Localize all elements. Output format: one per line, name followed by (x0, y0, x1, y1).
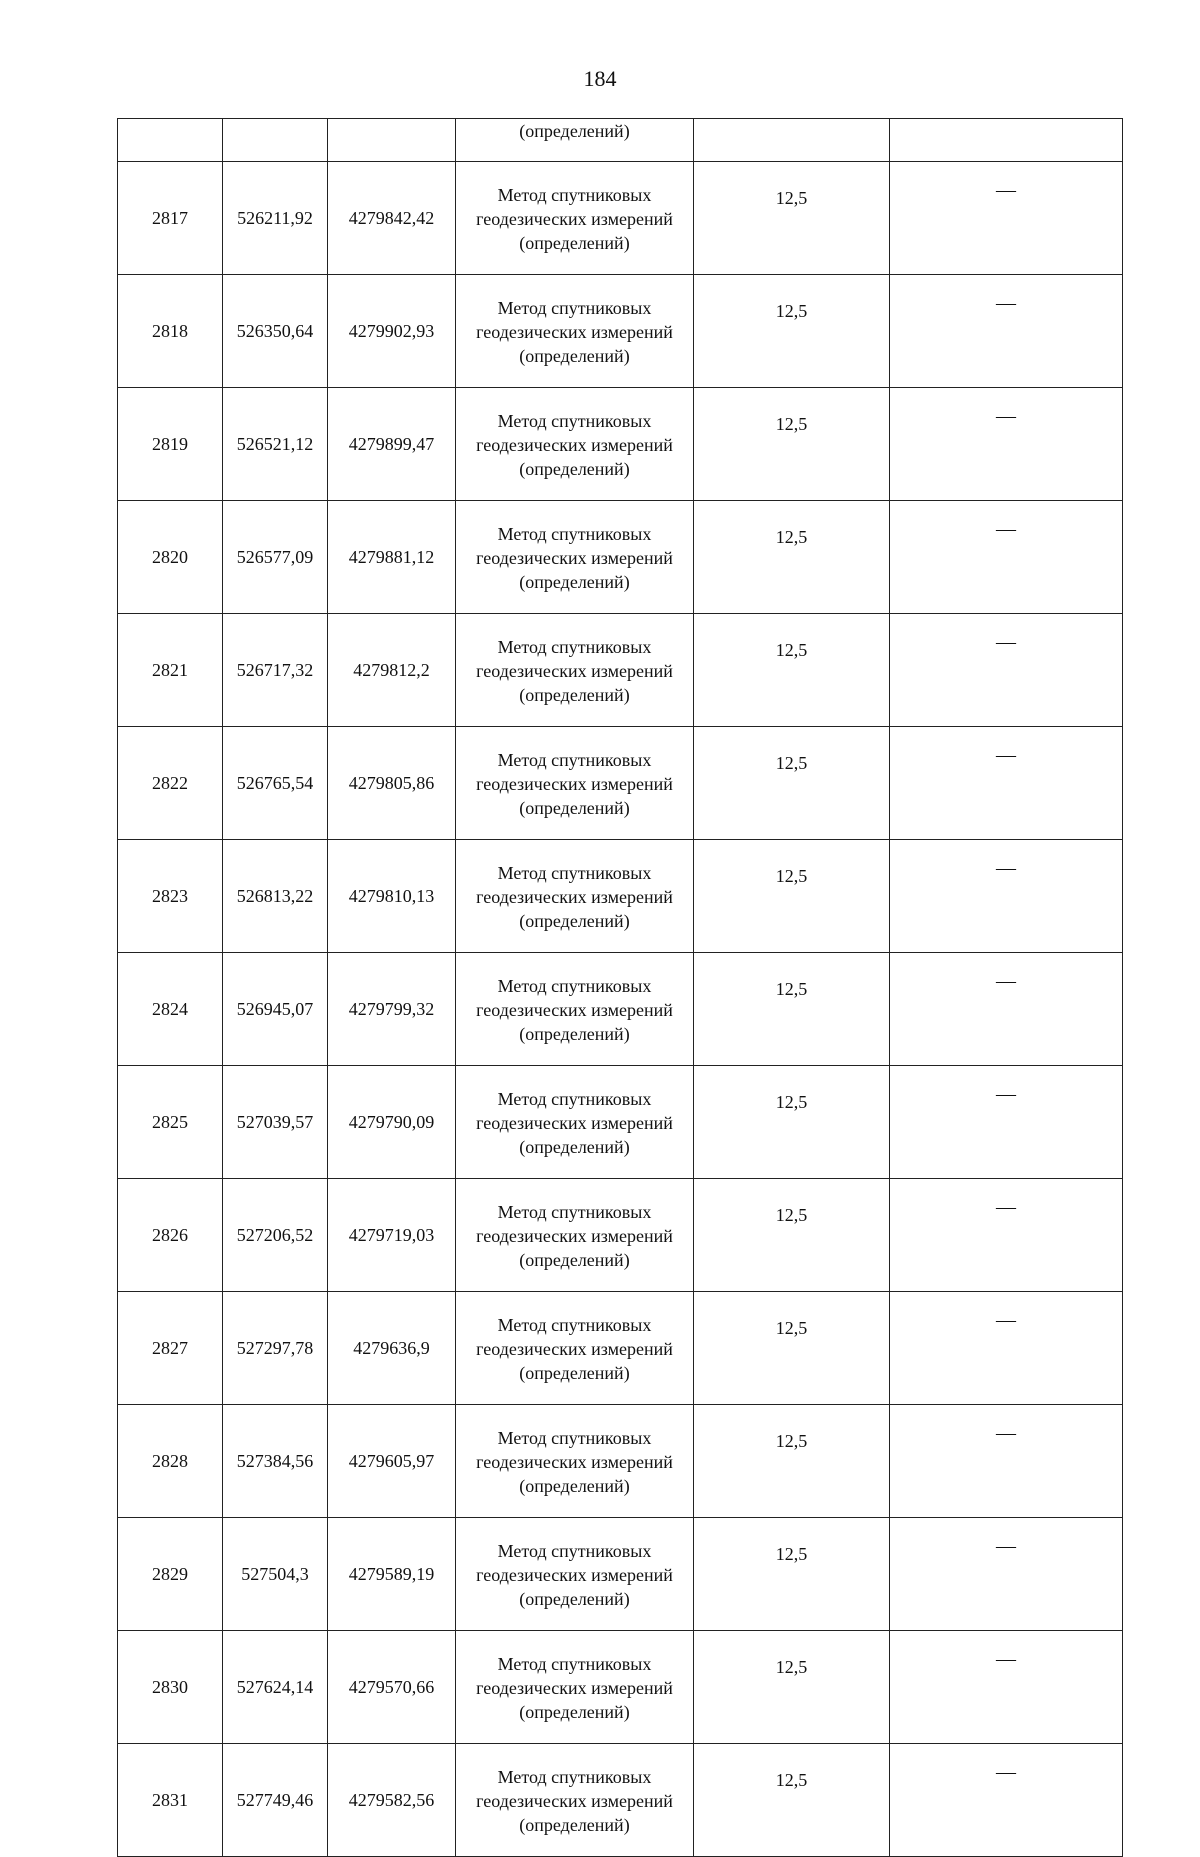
table-row (118, 953, 1123, 1066)
accuracy-cell: 12,5 (694, 953, 890, 1066)
method-line: геодезических измерений (476, 1226, 673, 1246)
method-line: Метод спутниковых (497, 1202, 652, 1222)
table-row (118, 840, 1123, 953)
method-line: Метод спутниковых (497, 1767, 652, 1787)
accuracy-cell: 12,5 (694, 614, 890, 727)
accuracy-cell: 12,5 (694, 162, 890, 275)
method-cell (456, 275, 694, 388)
method-line: Метод спутниковых (497, 298, 652, 318)
method-cell (456, 1631, 694, 1744)
table-row (118, 1179, 1123, 1292)
coordinates-table (117, 118, 1123, 1857)
x-coordinate-cell: 526350,64 (223, 275, 328, 388)
note-cell: — (890, 1292, 1123, 1405)
method-line: Метод спутниковых (497, 1654, 652, 1674)
note-cell: — (890, 1405, 1123, 1518)
method-cell (456, 1292, 694, 1405)
point-number-cell: 2825 (118, 1066, 223, 1179)
page-number: 184 (583, 66, 617, 91)
accuracy-cell: 12,5 (694, 1518, 890, 1631)
x-coordinate-cell (223, 119, 328, 162)
accuracy-cell: 12,5 (694, 1066, 890, 1179)
note-cell: — (890, 162, 1123, 275)
method-line: Метод спутниковых (497, 750, 652, 770)
note-cell: — (890, 1518, 1123, 1631)
method-cell (456, 1518, 694, 1631)
point-number-cell: 2827 (118, 1292, 223, 1405)
point-number-cell: 2823 (118, 840, 223, 953)
table-row (118, 1631, 1123, 1744)
table-row (118, 162, 1123, 275)
x-coordinate-cell: 527297,78 (223, 1292, 328, 1405)
x-coordinate-cell: 526521,12 (223, 388, 328, 501)
method-line: Метод спутниковых (497, 1541, 652, 1561)
x-coordinate-cell: 527504,3 (223, 1518, 328, 1631)
note-cell: — (890, 501, 1123, 614)
note-cell: — (890, 840, 1123, 953)
method-line: (определений) (519, 1363, 630, 1383)
method-line: (определений) (519, 1815, 630, 1835)
note-cell: — (890, 1744, 1123, 1857)
method-line: геодезических измерений (476, 1000, 673, 1020)
method-line: геодезических измерений (476, 1791, 673, 1811)
method-line: (определений) (519, 572, 630, 592)
point-number-cell: 2831 (118, 1744, 223, 1857)
continuation-row (118, 119, 1123, 162)
point-number-cell: 2828 (118, 1405, 223, 1518)
method-line: геодезических измерений (476, 322, 673, 342)
note-cell: — (890, 953, 1123, 1066)
method-line: геодезических измерений (476, 1113, 673, 1133)
y-coordinate-cell: 4279812,2 (328, 614, 456, 727)
y-coordinate-cell: 4279799,32 (328, 953, 456, 1066)
method-line: геодезических измерений (476, 661, 673, 681)
y-coordinate-cell: 4279810,13 (328, 840, 456, 953)
table-row (118, 501, 1123, 614)
y-coordinate-cell: 4279719,03 (328, 1179, 456, 1292)
method-line: геодезических измерений (476, 774, 673, 794)
table-row (118, 1744, 1123, 1857)
accuracy-cell: 12,5 (694, 1179, 890, 1292)
method-cell (456, 501, 694, 614)
method-line: (определений) (519, 459, 630, 479)
y-coordinate-cell: 4279881,12 (328, 501, 456, 614)
y-coordinate-cell: 4279605,97 (328, 1405, 456, 1518)
y-coordinate-cell: 4279570,66 (328, 1631, 456, 1744)
method-cell (456, 727, 694, 840)
method-cell (456, 162, 694, 275)
method-tail-cell: (определений) (456, 119, 694, 162)
table-row (118, 1405, 1123, 1518)
y-coordinate-cell: 4279790,09 (328, 1066, 456, 1179)
method-cell (456, 953, 694, 1066)
x-coordinate-cell: 526813,22 (223, 840, 328, 953)
method-line: (определений) (519, 1702, 630, 1722)
point-number-cell: 2820 (118, 501, 223, 614)
point-number-cell: 2830 (118, 1631, 223, 1744)
method-line: (определений) (519, 685, 630, 705)
point-number-cell: 2826 (118, 1179, 223, 1292)
method-line: (определений) (519, 1476, 630, 1496)
accuracy-cell: 12,5 (694, 1631, 890, 1744)
point-number-cell: 2824 (118, 953, 223, 1066)
point-number-cell: 2817 (118, 162, 223, 275)
x-coordinate-cell: 526211,92 (223, 162, 328, 275)
method-line: (определений) (519, 798, 630, 818)
method-line: (определений) (519, 233, 630, 253)
x-coordinate-cell: 526945,07 (223, 953, 328, 1066)
y-coordinate-cell: 4279899,47 (328, 388, 456, 501)
note-cell: — (890, 1631, 1123, 1744)
method-line: Метод спутниковых (497, 863, 652, 883)
method-line: геодезических измерений (476, 1452, 673, 1472)
accuracy-cell: 12,5 (694, 501, 890, 614)
x-coordinate-cell: 527749,46 (223, 1744, 328, 1857)
x-coordinate-cell: 527624,14 (223, 1631, 328, 1744)
method-cell (456, 1179, 694, 1292)
point-number-cell: 2819 (118, 388, 223, 501)
method-cell (456, 1405, 694, 1518)
note-cell: — (890, 275, 1123, 388)
x-coordinate-cell: 526577,09 (223, 501, 328, 614)
point-number-cell: 2822 (118, 727, 223, 840)
table-row (118, 727, 1123, 840)
x-coordinate-cell: 526717,32 (223, 614, 328, 727)
method-line: Метод спутниковых (497, 1315, 652, 1335)
method-cell (456, 840, 694, 953)
accuracy-cell: 12,5 (694, 1292, 890, 1405)
point-number-cell: 2818 (118, 275, 223, 388)
method-line: Метод спутниковых (497, 976, 652, 996)
note-cell: — (890, 1179, 1123, 1292)
point-number-cell: 2829 (118, 1518, 223, 1631)
accuracy-cell: 12,5 (694, 275, 890, 388)
method-line: геодезических измерений (476, 209, 673, 229)
method-line: геодезических измерений (476, 1678, 673, 1698)
y-coordinate-cell: 4279842,42 (328, 162, 456, 275)
method-line: Метод спутниковых (497, 524, 652, 544)
method-line: (определений) (519, 1024, 630, 1044)
method-line: Метод спутниковых (497, 637, 652, 657)
method-cell (456, 1066, 694, 1179)
method-line: геодезических измерений (476, 435, 673, 455)
table-row (118, 1292, 1123, 1405)
accuracy-cell: 12,5 (694, 1744, 890, 1857)
method-line: (определений) (519, 1137, 630, 1157)
method-line: Метод спутниковых (497, 411, 652, 431)
table-row (118, 388, 1123, 501)
method-line: геодезических измерений (476, 887, 673, 907)
note-cell (890, 119, 1123, 162)
table-row (118, 1518, 1123, 1631)
accuracy-cell: 12,5 (694, 388, 890, 501)
note-cell: — (890, 727, 1123, 840)
y-coordinate-cell: 4279636,9 (328, 1292, 456, 1405)
accuracy-cell (694, 119, 890, 162)
method-line: (определений) (519, 911, 630, 931)
method-line: Метод спутниковых (497, 1089, 652, 1109)
y-coordinate-cell (328, 119, 456, 162)
accuracy-cell: 12,5 (694, 1405, 890, 1518)
y-coordinate-cell: 4279805,86 (328, 727, 456, 840)
method-line: Метод спутниковых (497, 1428, 652, 1448)
y-coordinate-cell: 4279902,93 (328, 275, 456, 388)
method-line: геодезических измерений (476, 1339, 673, 1359)
note-cell: — (890, 614, 1123, 727)
x-coordinate-cell: 527039,57 (223, 1066, 328, 1179)
y-coordinate-cell: 4279582,56 (328, 1744, 456, 1857)
y-coordinate-cell: 4279589,19 (328, 1518, 456, 1631)
point-number-cell: 2821 (118, 614, 223, 727)
method-line: (определений) (519, 1589, 630, 1609)
method-cell (456, 388, 694, 501)
method-line: (определений) (519, 1250, 630, 1270)
method-cell (456, 614, 694, 727)
table-row (118, 614, 1123, 727)
method-cell (456, 1744, 694, 1857)
x-coordinate-cell: 527384,56 (223, 1405, 328, 1518)
x-coordinate-cell: 526765,54 (223, 727, 328, 840)
x-coordinate-cell: 527206,52 (223, 1179, 328, 1292)
coordinates-table-body (118, 119, 1123, 1857)
method-line: геодезических измерений (476, 1565, 673, 1585)
note-cell: — (890, 1066, 1123, 1179)
accuracy-cell: 12,5 (694, 727, 890, 840)
table-row (118, 1066, 1123, 1179)
table-row (118, 275, 1123, 388)
point-number-cell (118, 119, 223, 162)
accuracy-cell: 12,5 (694, 840, 890, 953)
method-line: геодезических измерений (476, 548, 673, 568)
method-line: (определений) (519, 346, 630, 366)
note-cell: — (890, 388, 1123, 501)
method-line: Метод спутниковых (497, 185, 652, 205)
